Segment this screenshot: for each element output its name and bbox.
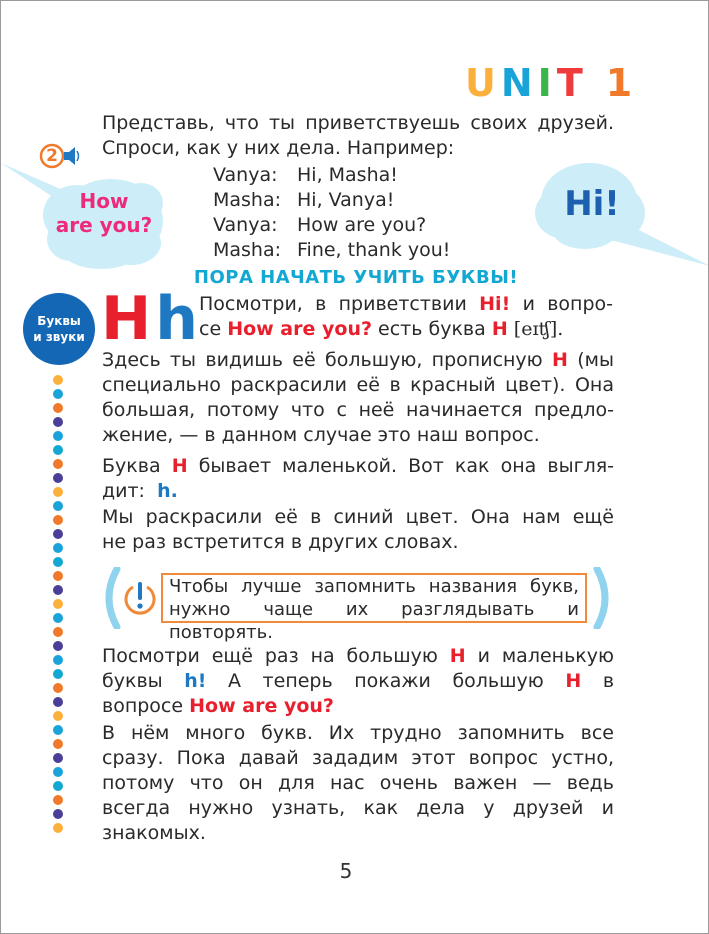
paragraph: Посмотри, в приветствии Hi! и вопро- се How are you? есть буква H [eɪʧ]. [199,293,613,340]
decorative-dot [53,529,63,539]
decorative-dot-column [1,1,2,2]
decorative-dot [53,641,63,651]
unit-letter-i: I [537,61,557,105]
paragraph: Буква H бывает маленькой. Вот как она выгля- дит: h. [102,455,614,502]
decorative-dot [53,795,63,805]
cloud-left-line: How [79,189,129,213]
dialogue-speaker: Masha: [213,189,282,211]
unit-heading [465,61,637,105]
dialogue-speaker: Masha: [213,239,282,261]
decorative-dot [53,431,63,441]
decorative-dot [53,403,63,413]
decorative-dot [53,389,63,399]
paragraph: Посмотри ещё раз на большую H и маленькую буквы h! А теперь покажи большую H в вопросе How are you? [102,645,615,717]
dialogue-line: Hi, Vanya! [297,189,395,211]
note-box [161,573,587,643]
decorative-dot [53,739,63,749]
decorative-dot [53,781,63,791]
unit-letter-n: N [500,61,538,105]
cloud-right-text: Hi! [564,184,620,224]
intro-line: Представь, что ты приветствуешь своих друзей. [102,112,614,134]
dialogue-speaker: Vanya: [213,164,278,186]
decorative-dot [53,557,63,567]
paragraph: Мы раскрасили её в синий цвет. Она нам ещё не раз встретится в других словах. [102,506,614,553]
decorative-dot [53,473,63,483]
decorative-dot [53,697,63,707]
dialogue-line: Fine, thank you! [297,239,451,261]
dialogue [213,163,450,263]
speech-cloud-left [1,161,171,271]
dialogue-line: Hi, Masha! [297,164,398,186]
decorative-dot [53,459,63,469]
decorative-dot [53,515,63,525]
decorative-dot [53,445,63,455]
decorative-dot [53,627,63,637]
note-bracket-left [99,567,121,629]
decorative-dot [53,571,63,581]
ipa-transcription: [eɪʧ]. [513,318,564,340]
unit-letter-t: T [556,61,588,105]
decorative-dot [53,823,63,833]
dialogue-row [213,163,450,188]
big-letters [101,284,198,354]
decorative-dot [53,543,63,553]
unit-number: 1 [605,61,638,105]
decorative-dot [53,725,63,735]
section-badge [23,293,95,365]
badge-line: Буквы [37,314,81,328]
unit-letter-u: U [465,61,501,105]
intro-line: Спроси, как у них дела. Например: [102,137,455,159]
speech-cloud-right [529,161,709,271]
decorative-dot [53,767,63,777]
page-number: 5 [339,859,353,883]
dialogue-speaker: Vanya: [213,214,278,236]
decorative-dot [53,501,63,511]
audio-track-number: 2 [46,146,58,166]
cloud-left-line: are you? [55,213,153,237]
decorative-dot [53,599,63,609]
dialogue-line: How are you? [297,214,427,236]
paragraph: Здесь ты видишь её большую, прописную H (мы специально раскрасили её в красный цвет). Она большая, потому что с неё начинается предло- жение, — в данном случае это наш вопрос. [102,349,614,446]
section-title: ПОРА НАЧАТЬ УЧИТЬ БУКВЫ! [193,267,519,288]
dialogue-row [213,238,450,263]
decorative-dot [53,753,63,763]
big-letter-lower: h [155,284,198,354]
dialogue-row [213,188,450,213]
attention-icon [123,579,157,615]
decorative-dot [53,613,63,623]
note-bracket-right [593,567,615,629]
decorative-dot [53,655,63,665]
badge-line: и звуки [33,330,85,344]
dialogue-row [213,213,450,238]
intro-text [102,111,614,161]
decorative-dot [53,711,63,721]
decorative-dot [53,669,63,679]
decorative-dot [53,683,63,693]
decorative-dot [53,487,63,497]
decorative-dot [53,375,63,385]
note-line: Чтобы лучше запомнить названия букв, [169,576,579,597]
note-line: нужно чаще их разглядывать и повторять. [169,599,579,643]
decorative-dot [53,417,63,427]
decorative-dot [53,809,63,819]
decorative-dot [53,585,63,595]
paragraph: В нём много букв. Их трудно запомнить все сразу. Пока давай зададим этот вопрос устно, потому что он для нас очень важен — ведь всегда нужно узнать, как дела у друзей и знакомых. [102,722,614,844]
big-letter-upper: H [101,284,152,354]
